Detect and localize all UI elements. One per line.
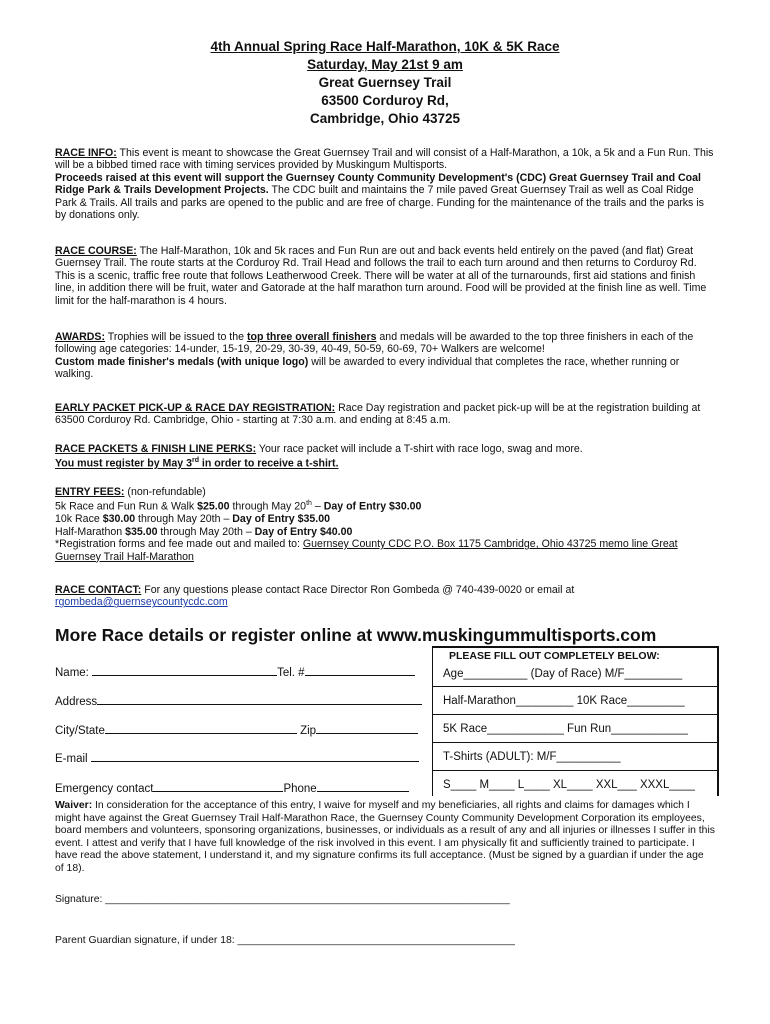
awards-text1: Trophies will be issued to the [105,331,247,343]
entry-fees-section [55,486,715,563]
tel-label: Tel. # [277,667,305,679]
entry-fees-label: ENTRY FEES: [55,486,125,498]
race-course-label: RACE COURSE: [55,245,137,257]
phone-label: Phone [283,783,317,795]
waiver-text: In consideration for the acceptance of this entry, I waive for myself and my beneficiaries, all rights and claims for damages which I might have against the Great Guernsey Trail Half-Marathon Race, the Guernsey County Community Development Corporation its employees, board members and volunteers, sponsoring organizations, businesses, or individuals as a result of any and all injuries or illnesses I suffer in this event. I attest and verify that I have full knowledge of the risk involved in this event. I am physically fit and sufficiently trained to participate. I have read the above statement, I understand it, and my signature confirms its full acceptance. (Must be signed by a guardian if under the age of 18). [55,800,715,874]
race-info-text: This event is meant to showcase the Great Guernsey Trail and will consist of a Half-Marathon, a 10k, a 5k and a Fun Run. This will be a bibbed timed race with timing services provided by Muskingum Multisports. [55,147,714,172]
age-gender-field[interactable]: Age__________ (Day of Race) M/F_________ [443,668,683,680]
fee-5k-sup: th [306,500,312,508]
waiver-label: Waiver: [55,800,93,811]
fee-half-price: $35.00 [125,525,158,538]
name-row [55,664,430,680]
deadline-sup: rd [191,457,199,465]
email-field[interactable] [91,750,419,762]
fee-half [55,526,715,538]
fee-half-through: through May 20th – [157,525,255,538]
address-label: Address [55,696,98,708]
city-label: City/State [55,725,105,737]
perks-text: Your race packet will include a T-shirt with race logo, swag and more. [256,443,583,455]
event-venue: Great Guernsey Trail [318,75,452,90]
register-deadline [55,455,715,470]
contact-section [55,584,715,609]
event-date: Saturday, May 21st 9 am [307,57,463,72]
zip-field[interactable] [316,722,418,734]
deadline-text2: in order to receive a t-shirt. [198,457,339,470]
fee-5k-label: 5k Race and Fun Run & Walk [55,500,198,513]
zip-label: Zip [300,725,317,737]
awards-highlight: top three overall finishers [246,331,377,343]
email-label: E-mail [55,753,88,765]
name-field[interactable] [92,664,277,676]
email-row [55,750,430,766]
emergency-row [55,780,430,796]
register-online-banner: More Race details or register online at www.muskingummultisports.com [55,625,657,645]
fee-5k [55,498,715,513]
race-selection-box [432,646,719,796]
fee-5k-through: through May 20 [229,500,307,513]
contact-text: For any questions please contact Race Director Ron Gombeda @ 740-439-0020 or email at [141,584,575,596]
box-divider [433,770,717,771]
address-row [55,693,430,709]
event-street: 63500 Corduroy Rd, [321,93,449,108]
tshirt-sizes-field[interactable]: S____ M____ L____ XL____ XXL___ XXXL____ [443,779,695,791]
guardian-signature-field[interactable]: Parent Guardian signature, if under 18: ________________________________________________ [55,935,515,946]
fee-5k-day: Day of Entry $30.00 [323,500,422,513]
race-course-text: The Half-Marathon, 10k and 5k races and Fun Run are out and back events held entirely on the paved (and flat) Great Guernsey Trail. The route starts at the Corduroy Rd. Trail Head and follows the trail to each turn around and then returns to Corduroy Rd. This is a scenic, traffic free route that follows Leatherwood Creek. There will be water at all of the turnarounds, first aid stations and finish line, in addition there will be fruit, water and Gatorade at the half marathon turn around. Food will be provided at the finish line as well. Time limit for the half-marathon is 4 hours. [55,245,707,307]
fee-10k-label: 10k Race [55,513,103,526]
emergency-field[interactable] [153,780,283,792]
perks-label: RACE PACKETS & FINISH LINE PERKS: [55,443,257,455]
awards-text2: and medals will be awarded to the top three finishers in each of the following age categories: 14-under, 15-19, 20-29, 30-39, 40-49, 50-59, 60-69, 70+ Walkers are welcome! [55,331,694,356]
tshirt-field[interactable]: T-Shirts (ADULT): M/F__________ [443,751,621,763]
fee-mail-note [55,538,715,563]
race-info-section [55,147,715,221]
fee-5k-dash: – [311,500,324,513]
fee-mail-address: Guernsey County CDC P.O. Box 1175 Cambridge, Ohio 43725 memo line Great Guernsey Trail Half-Marathon [55,538,678,563]
emergency-label: Emergency contact [55,783,154,795]
fee-5k-price: $25.00 [197,500,230,513]
deadline-text: You must register by May 3 [55,457,192,470]
race-course-section [55,245,715,307]
box-divider [433,714,717,715]
packet-pickup-section [55,402,715,427]
entry-fees-note: (non-refundable) [124,486,206,498]
city-field[interactable] [105,722,297,734]
contact-email-link[interactable]: rgombeda@guernseycountycdc.com [55,596,228,609]
phone-field[interactable] [317,780,409,792]
fee-half-day: Day of Entry $40.00 [254,525,353,538]
contact-label: RACE CONTACT: [55,584,142,596]
race-info-text2: The CDC built and maintains the 7 mile paved Great Guernsey Trail as well as Coal Ridge Park & Trails. All trails and parks are opened to the public and are free of charge. Funding for the maintenance of the trails and the parks is by donations only. [55,184,704,222]
fee-10k-through: through May 20th – [135,513,233,526]
awards-label: AWARDS: [55,331,106,343]
fee-10k [55,513,715,525]
box-divider [433,742,717,743]
half-10k-field[interactable]: Half-Marathon_________ 10K Race_________ [443,695,685,707]
race-info-label: RACE INFO: [55,147,117,159]
5k-funrun-field[interactable]: 5K Race____________ Fun Run____________ [443,723,688,735]
waiver-section [55,800,715,876]
event-city: Cambridge, Ohio 43725 [309,111,461,126]
awards-text3: will be awarded to every individual that completes the race, whether running or walking. [55,355,680,381]
event-header [0,38,770,128]
perks-section [55,443,715,470]
awards-medals: Custom made finisher's medals (with unique logo) [55,355,309,368]
packet-pickup-label: EARLY PACKET PICK-UP & RACE DAY REGISTRATION: [55,402,336,414]
signature-field[interactable]: Signature: ______________________________________________________________________ [55,894,510,905]
fee-10k-price: $30.00 [102,513,136,526]
name-label: Name: [55,667,89,679]
awards-section [55,331,715,381]
fee-mail-text: *Registration forms and fee made out and mailed to: [55,538,303,551]
packet-pickup-text: Race Day registration and packet pick-up will be at the registration building at 63500 Corduroy Rd. Cambridge, Ohio - starting at 7:30 a.m. and ending at 8:45 a.m. [55,402,701,427]
race-info-proceeds: Proceeds raised at this event will support the Guernsey County Community Development's (CDC) Great Guernsey Trail and Coal Ridge Park & Trails Development Projects. [55,171,701,197]
address-field[interactable] [97,693,422,705]
tel-field[interactable] [305,664,415,676]
box-divider [433,686,717,687]
fee-10k-day: Day of Entry $35.00 [232,513,331,526]
fee-half-label: Half-Marathon [55,525,126,538]
box-title: PLEASE FILL OUT COMPLETELY BELOW: [449,650,660,662]
event-title: 4th Annual Spring Race Half-Marathon, 10K & 5K Race [210,39,560,54]
city-row [55,722,430,738]
